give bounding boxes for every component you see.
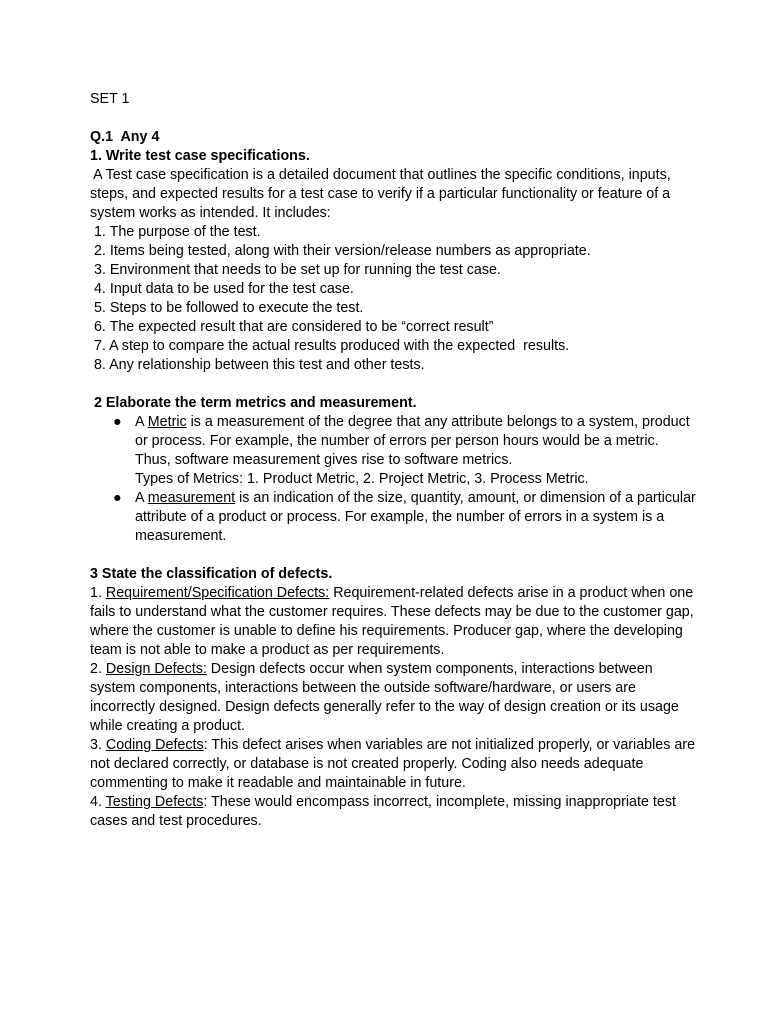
- defect-text: fails to understand what the customer requires. These defects may be due to the customer gap,: [90, 604, 694, 620]
- subquestion-3-heading: 3 State the classification of defects.: [90, 566, 333, 582]
- defect-text: system components, interactions between the outside software/hardware, or users are: [90, 680, 636, 696]
- defect-text: incorrectly designed. Design defects generally refer to the way of design creation or its usage: [90, 699, 679, 715]
- bullet-text: or process. For example, the number of errors per person hours would be a metric.: [135, 433, 659, 449]
- defect-number: 3.: [90, 737, 106, 753]
- set-title: SET 1: [90, 91, 130, 107]
- defect-text: : This defect arises when variables are not initialized properly, or variables are: [203, 737, 696, 753]
- list-item: 8. Any relationship between this test and other tests.: [90, 357, 425, 373]
- metrics-bullet-list: [90, 413, 696, 546]
- bullet-text: Types of Metrics: 1. Product Metric, 2. Project Metric, 3. Process Metric.: [135, 471, 589, 487]
- bullet-text: is an indication of the size, quantity, amount, or dimension of a particular: [235, 490, 696, 506]
- defect-term: Design Defects:: [105, 661, 207, 677]
- bullet-text: attribute of a product or process. For example, the number of errors in a system is a: [135, 509, 665, 525]
- list-item: 5. Steps to be followed to execute the test.: [90, 300, 364, 316]
- spacer: [90, 109, 690, 128]
- bullet-text: measurement.: [135, 528, 227, 544]
- measurement-term: measurement: [147, 490, 236, 506]
- defect-number: 4.: [90, 794, 106, 810]
- defect-text: commenting to make it readable and maintainable in future.: [90, 775, 466, 791]
- bullet-prefix: A: [135, 490, 148, 506]
- metric-bullet: [90, 413, 690, 489]
- bullet-text: is a measurement of the degree that any attribute belongs to a system, product: [186, 414, 690, 430]
- defect-term: Requirement/Specification Defects:: [105, 585, 330, 601]
- defect-text: cases and test procedures.: [90, 813, 262, 829]
- defect-text: Requirement-related defects arise in a product when one: [329, 585, 694, 601]
- bullet-text: Thus, software measurement gives rise to software metrics.: [135, 452, 513, 468]
- defect-text: where the customer is unable to define his requirements. Producer gap, where the developing: [90, 623, 683, 639]
- defect-number: 1.: [90, 585, 106, 601]
- list-item: 3. Environment that needs to be set up for running the test case.: [90, 262, 501, 278]
- paragraph-line: A Test case specification is a detailed document that outlines the specific conditions, inputs,: [90, 167, 671, 183]
- defect-text: team is not able to make a product as per requirements.: [90, 642, 445, 658]
- bullet-icon: ●: [113, 490, 122, 506]
- subquestion-2-heading: 2 Elaborate the term metrics and measurement.: [90, 395, 417, 411]
- defect-text: while creating a product.: [90, 718, 245, 734]
- subquestion-1-heading: 1. Write test case specifications.: [90, 148, 310, 164]
- list-item: 7. A step to compare the actual results produced with the expected results.: [90, 338, 570, 354]
- list-item: 2. Items being tested, along with their version/release numbers as appropriate.: [90, 243, 591, 259]
- spacer: [90, 375, 690, 394]
- spacer: [90, 546, 690, 565]
- defect-text: not declared correctly, or database is not created properly. Coding also needs adequate: [90, 756, 644, 772]
- list-item: 4. Input data to be used for the test case.: [90, 281, 354, 297]
- defect-number: 2.: [90, 661, 106, 677]
- defect-text: : These would encompass incorrect, incomplete, missing inappropriate test: [203, 794, 676, 810]
- defect-text: Design defects occur when system components, interactions between: [206, 661, 653, 677]
- paragraph-line: system works as intended. It includes:: [90, 205, 331, 221]
- measurement-bullet: [90, 489, 696, 546]
- list-item: 1. The purpose of the test.: [90, 224, 261, 240]
- defect-term: Testing Defects: [105, 794, 204, 810]
- defect-term: Coding Defects: [105, 737, 204, 753]
- metric-term: Metric: [147, 414, 187, 430]
- list-item: 6. The expected result that are considered to be “correct result”: [90, 319, 494, 335]
- paragraph-line: steps, and expected results for a test case to verify if a particular functionality or feature of a: [90, 186, 671, 202]
- question-heading: Q.1 Any 4: [90, 129, 160, 145]
- document-page: [90, 90, 696, 831]
- bullet-icon: ●: [113, 414, 122, 430]
- bullet-prefix: A: [135, 414, 148, 430]
